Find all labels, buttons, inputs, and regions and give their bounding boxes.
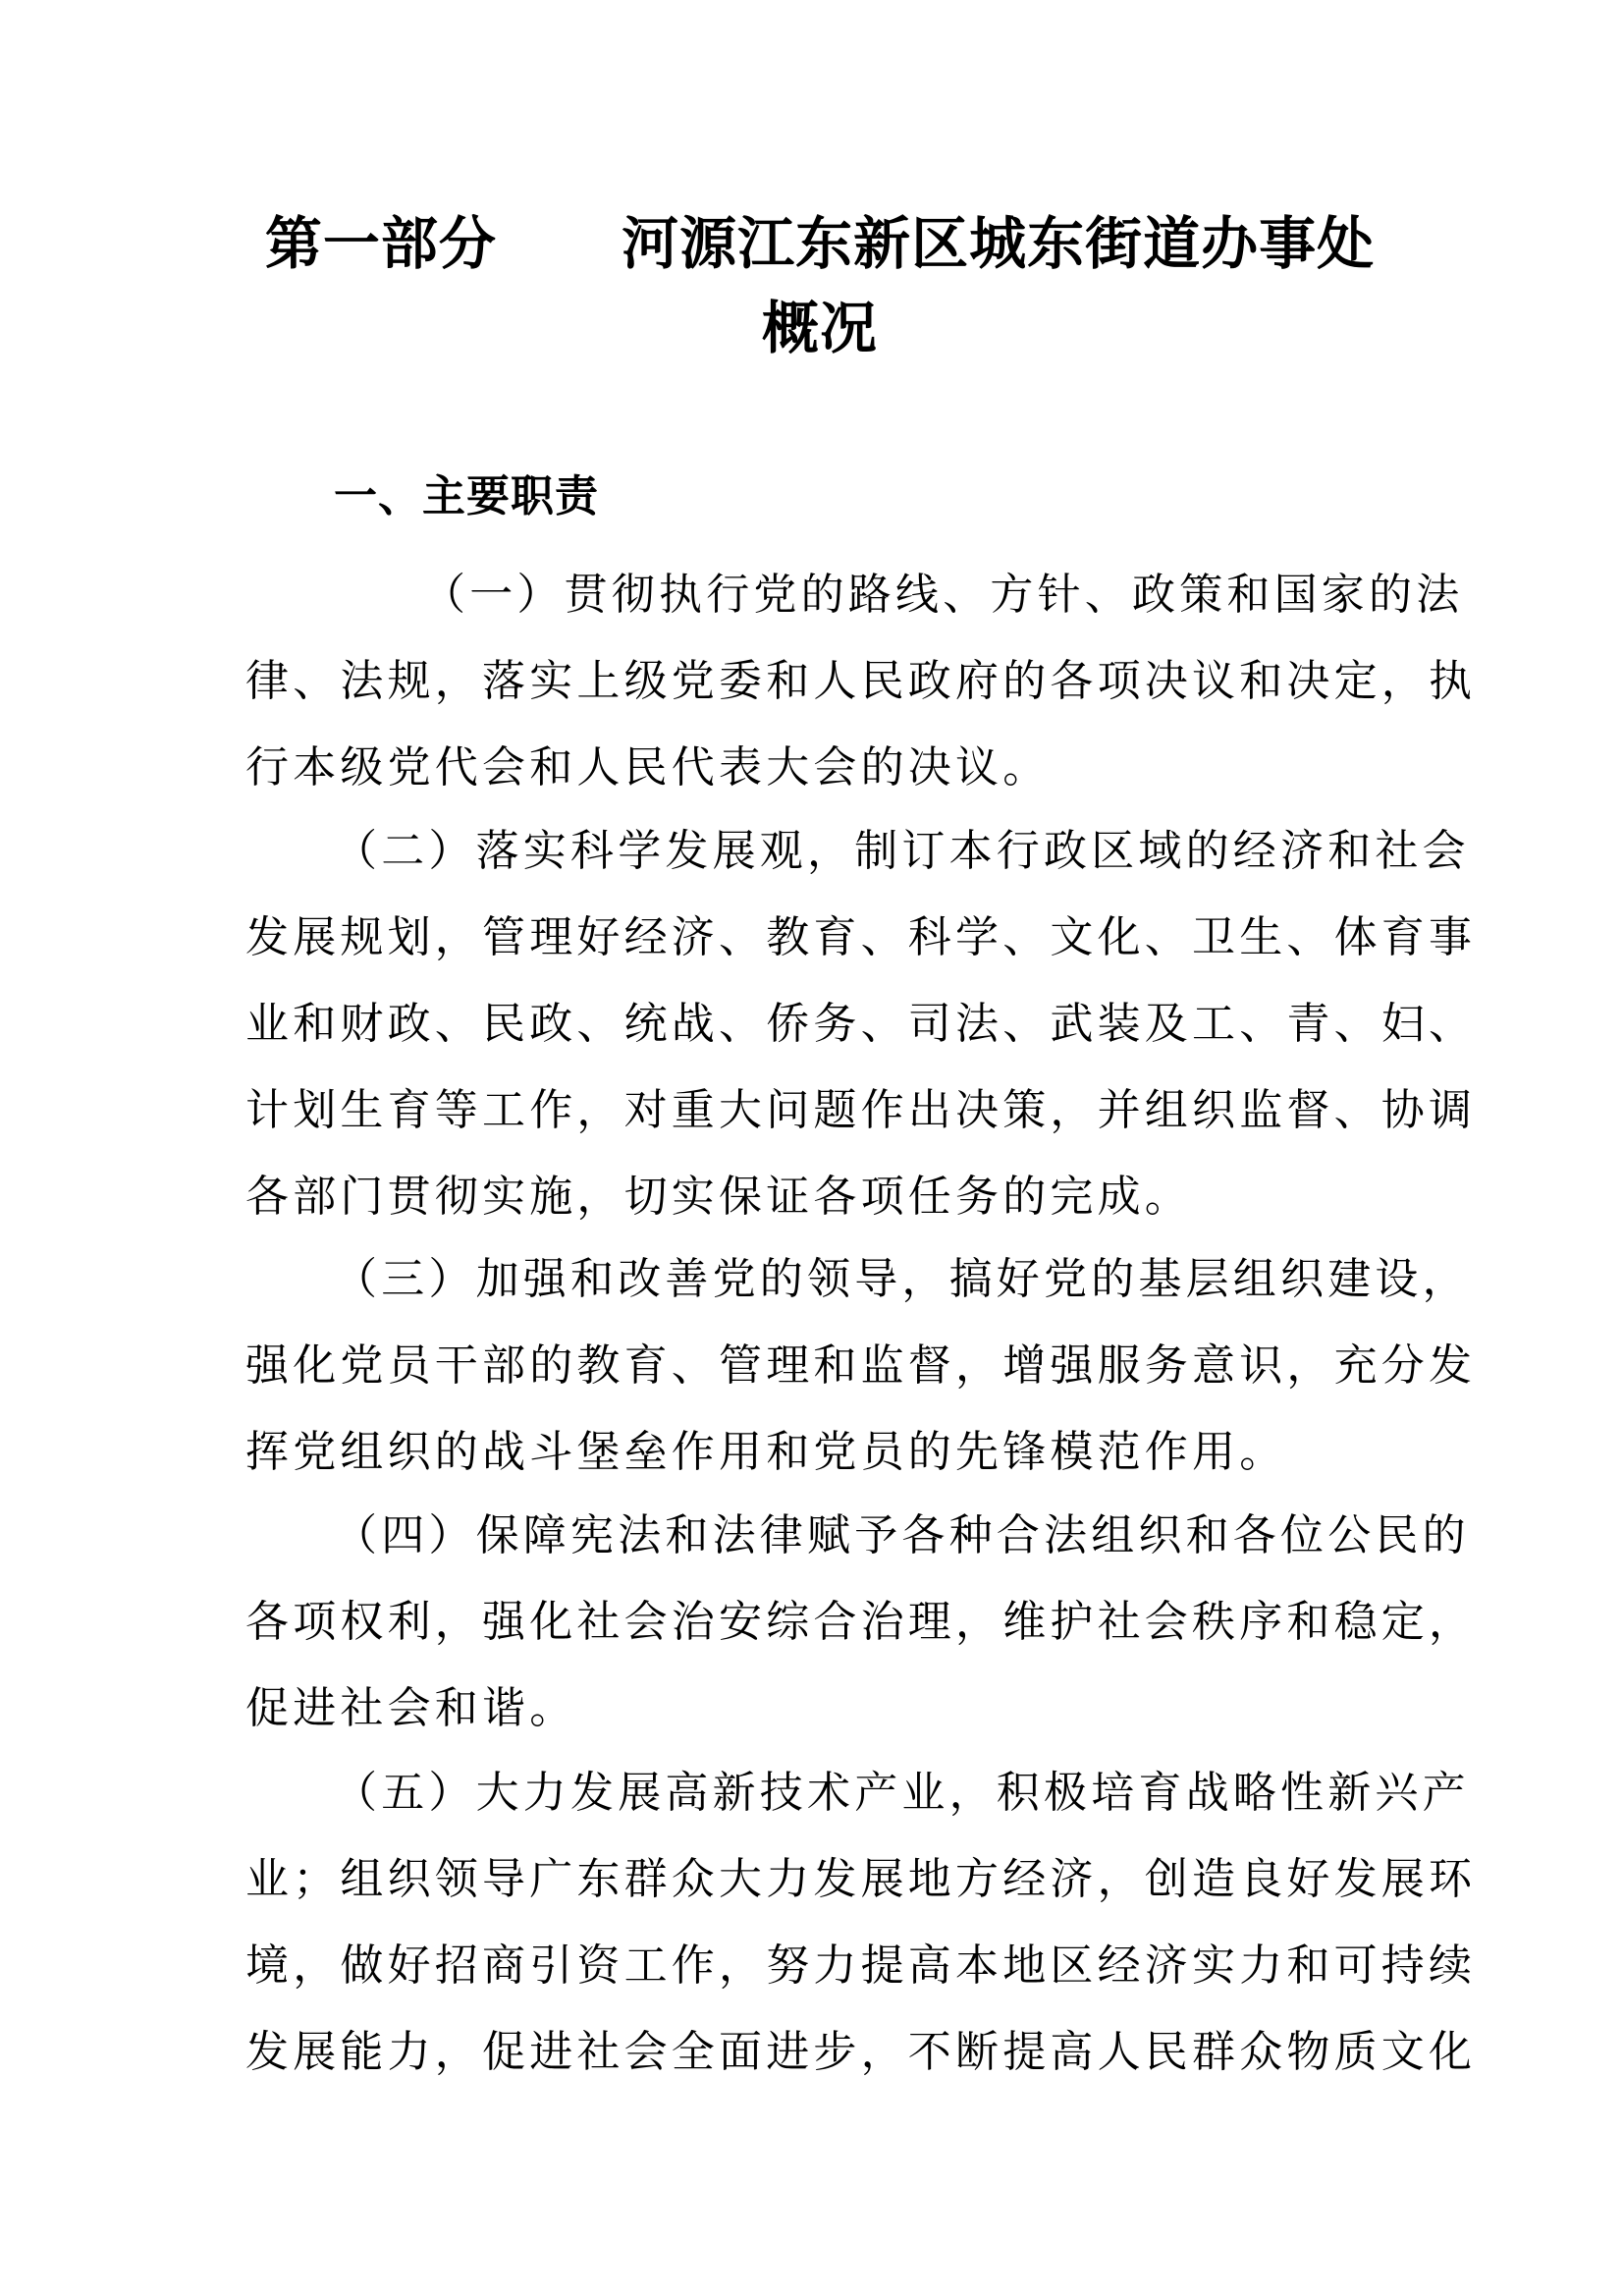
page-title — [245, 201, 1394, 370]
paragraph-line: 计划生育等工作，对重大问题作出决策，并组织监督、协调 — [245, 1085, 1477, 1135]
paragraph-line: （五）大力发展高新技术产业，积极培育战略性新兴产 — [334, 1768, 1470, 1818]
paragraph-line: 发展规划，管理好经济、教育、科学、文化、卫生、体育事 — [245, 912, 1477, 962]
paragraph-2 — [245, 808, 1477, 1240]
paragraph-line: （二）落实科学发展观，制订本行政区域的经济和社会 — [334, 826, 1470, 876]
paragraph-line: 境，做好招商引资工作，努力提高本地区经济实力和可持续 — [245, 1941, 1477, 1991]
paragraph-line: 促进社会和谐。 — [245, 1683, 577, 1733]
paragraph-line: 发展能力，促进社会全面进步，不断提高人民群众物质文化 — [245, 2027, 1477, 2077]
paragraph-line: （四）保障宪法和法律赋予各种合法组织和各位公民的 — [334, 1510, 1470, 1560]
paragraph-line: 各部门贯彻实施，切实保证各项任务的完成。 — [245, 1172, 1192, 1222]
paragraph-line: 律、法规，落实上级党委和人民政府的各项决议和决定，执 — [245, 656, 1477, 706]
paragraph-3 — [245, 1236, 1477, 1496]
paragraph-5 — [245, 1750, 1477, 2096]
title-line-2: 概况 — [761, 295, 878, 361]
paragraph-line: 各项权利，强化社会治安综合治理，维护社会秩序和稳定， — [245, 1597, 1477, 1647]
paragraph-line: （三）加强和改善党的领导，搞好党的基层组织建设， — [334, 1254, 1470, 1304]
paragraph-4 — [245, 1493, 1477, 1752]
paragraph-line: 业和财政、民政、统战、侨务、司法、武装及工、青、妇、 — [245, 999, 1477, 1049]
paragraph-line: 强化党员干部的教育、管理和监督，增强服务意识，充分发 — [245, 1340, 1477, 1391]
section-heading: 一、主要职责 — [334, 471, 599, 521]
title-line-1: 第一部分 河源江东新区城东街道办事处 — [264, 210, 1376, 277]
paragraph-line: 挥党组织的战斗堡垒作用和党员的先锋模范作用。 — [245, 1427, 1287, 1477]
paragraph-1 — [245, 552, 1477, 811]
paragraph-line: 行本级党代会和人民代表大会的决议。 — [245, 742, 1051, 793]
paragraph-line: （一）贯彻执行党的路线、方针、政策和国家的法 — [422, 570, 1464, 620]
paragraph-line: 业；组织领导广东群众大力发展地方经济，创造良好发展环 — [245, 1854, 1477, 1904]
